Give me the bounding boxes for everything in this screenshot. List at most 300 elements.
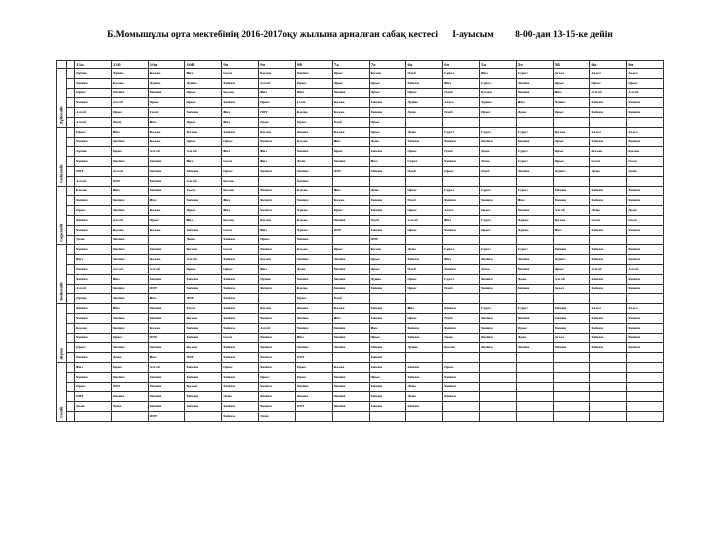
lesson-cell: Қазақ — [259, 255, 296, 265]
lesson-cell: Химия — [332, 215, 369, 225]
lesson-number-cell — [67, 206, 75, 216]
lesson-cell: Алгеб — [111, 98, 148, 108]
table-row — [57, 274, 664, 284]
lesson-cell: Алгеб — [75, 176, 112, 186]
lesson-cell: Дүние — [369, 274, 406, 284]
lesson-cell: Қазақ — [332, 127, 369, 137]
lesson-cell: Химия — [185, 274, 222, 284]
lesson-cell: Орыс — [111, 147, 148, 157]
lesson-cell — [406, 176, 443, 186]
lesson-cell: Орыс — [295, 294, 332, 304]
lesson-cell: Әдеб — [406, 166, 443, 176]
lesson-cell: Химия — [332, 157, 369, 167]
lesson-cell: Әдеб — [111, 117, 148, 127]
lesson-cell: Геом — [295, 98, 332, 108]
lesson-cell: Химия — [111, 294, 148, 304]
table-row — [57, 69, 664, 79]
lesson-cell: Орыс — [369, 255, 406, 265]
lesson-cell: Химия — [369, 284, 406, 294]
lesson-cell: Химия — [332, 88, 369, 98]
lesson-cell: Дене — [479, 157, 516, 167]
lesson-cell: Химия — [553, 304, 590, 314]
lesson-cell: Алгеб — [75, 117, 112, 127]
lesson-cell: Ағыл — [590, 127, 627, 137]
lesson-cell — [553, 402, 590, 412]
lesson-cell: Химия — [185, 362, 222, 372]
lesson-cell: Химия — [332, 382, 369, 392]
lesson-number-cell — [67, 392, 75, 402]
lesson-cell: Орыс — [332, 78, 369, 88]
lesson-cell: Химия — [148, 176, 185, 186]
table-row — [57, 88, 664, 98]
lesson-cell: Химия — [222, 78, 259, 88]
table-row — [57, 117, 664, 127]
lesson-cell — [479, 353, 516, 363]
lesson-number-cell — [67, 372, 75, 382]
lesson-cell: Химия — [185, 333, 222, 343]
lesson-cell: Қазақ — [111, 78, 148, 88]
lesson-cell: Қазақ — [222, 215, 259, 225]
lesson-cell: Химия — [479, 137, 516, 147]
lesson-cell: Химия — [627, 343, 664, 353]
lesson-cell: Алгеб — [148, 264, 185, 274]
lesson-cell: Әдеб — [332, 294, 369, 304]
lesson-cell: Орыс — [295, 117, 332, 127]
lesson-cell: Қазақ — [479, 88, 516, 98]
lesson-cell — [479, 362, 516, 372]
lesson-cell: Химия — [111, 255, 148, 265]
lesson-cell: Химия — [259, 166, 296, 176]
lesson-cell: Физ — [75, 255, 112, 265]
lesson-cell: Сурет — [443, 69, 480, 79]
lesson-cell: Дене — [516, 108, 553, 118]
lesson-cell: Дүние — [111, 69, 148, 79]
lesson-cell: Дене — [111, 402, 148, 412]
table-row — [57, 264, 664, 274]
lesson-cell: Алгеб — [111, 166, 148, 176]
table-row — [57, 353, 664, 363]
class-header: 11б — [111, 61, 148, 69]
lesson-cell: Физ — [443, 255, 480, 265]
day-label: Жұма — [57, 304, 67, 363]
lesson-cell: Химия — [222, 411, 259, 421]
table-row — [57, 294, 664, 304]
lesson-cell: Химия — [148, 166, 185, 176]
lesson-cell: Қазақ — [259, 304, 296, 314]
lesson-cell: ӘӘТ — [185, 294, 222, 304]
lesson-cell: Химия — [75, 333, 112, 343]
lesson-cell — [590, 362, 627, 372]
lesson-cell: Орыс — [406, 206, 443, 216]
lesson-cell: Физ — [148, 117, 185, 127]
lesson-cell: Химия — [590, 137, 627, 147]
lesson-cell: Қазақ — [148, 137, 185, 147]
lesson-cell: Геом — [185, 304, 222, 314]
header-row — [57, 61, 664, 69]
lesson-cell: Қазақ — [590, 147, 627, 157]
lesson-cell: Дүние — [406, 343, 443, 353]
lesson-cell: Қазақ — [332, 304, 369, 314]
lesson-cell: Химия — [111, 313, 148, 323]
lesson-cell: Әдеб — [332, 117, 369, 127]
lesson-cell: Химия — [479, 313, 516, 323]
table-row — [57, 196, 664, 206]
lesson-cell: ӘӘТ — [111, 176, 148, 186]
lesson-cell: Химия — [590, 313, 627, 323]
lesson-cell: Физ — [406, 304, 443, 314]
lesson-cell: ӘӘТ — [75, 392, 112, 402]
lesson-cell: Дүние — [75, 69, 112, 79]
lesson-cell — [295, 411, 332, 421]
lesson-cell: Орыс — [148, 98, 185, 108]
lesson-cell: Дене — [75, 402, 112, 412]
lesson-cell: Сурет — [516, 127, 553, 137]
lesson-cell: ӘӘТ — [332, 166, 369, 176]
lesson-number-cell — [67, 88, 75, 98]
lesson-cell: Алгеб — [75, 284, 112, 294]
lesson-cell: Физ — [222, 147, 259, 157]
lesson-cell: Орыс — [590, 78, 627, 88]
lesson-number-cell — [67, 117, 75, 127]
lesson-cell: Дене — [443, 333, 480, 343]
lesson-cell: Химия — [590, 274, 627, 284]
table-row — [57, 108, 664, 118]
lesson-cell: Химия — [222, 274, 259, 284]
lesson-cell: Геом — [222, 333, 259, 343]
lesson-cell: Орыс — [406, 186, 443, 196]
lesson-cell: Химия — [406, 402, 443, 412]
lesson-cell: Қазақ — [148, 323, 185, 333]
lesson-cell: Қазақ — [332, 98, 369, 108]
lesson-cell — [443, 353, 480, 363]
lesson-cell: Физ — [443, 215, 480, 225]
lesson-cell — [516, 392, 553, 402]
title-shift: I-ауысым — [452, 30, 494, 40]
lesson-cell: Химия — [590, 225, 627, 235]
lesson-cell: Орыс — [553, 108, 590, 118]
lesson-cell: Химия — [111, 392, 148, 402]
lesson-cell: Орыс — [75, 206, 112, 216]
lesson-cell: ӘӘТ — [111, 382, 148, 392]
table-row — [57, 78, 664, 88]
day-label: Сейсенбі — [57, 127, 67, 186]
lesson-cell — [406, 235, 443, 245]
corner-cell — [67, 61, 75, 69]
lesson-cell: ӘӘТ — [259, 108, 296, 118]
lesson-cell — [553, 382, 590, 392]
lesson-cell: Алгеб — [406, 215, 443, 225]
lesson-cell: Химия — [222, 255, 259, 265]
class-header: 5б — [553, 61, 590, 69]
lesson-cell: Химия — [369, 166, 406, 176]
lesson-cell: Орыс — [148, 215, 185, 225]
lesson-cell: Орыс — [406, 313, 443, 323]
lesson-cell: Геом — [185, 186, 222, 196]
lesson-cell: Химия — [406, 137, 443, 147]
lesson-cell: Химия — [332, 284, 369, 294]
lesson-cell: Дене — [590, 206, 627, 216]
lesson-cell — [590, 235, 627, 245]
lesson-cell: Физ — [185, 69, 222, 79]
lesson-cell: Химия — [259, 245, 296, 255]
lesson-cell: Алгеб — [590, 264, 627, 274]
lesson-cell — [516, 382, 553, 392]
lesson-cell: Химия — [516, 343, 553, 353]
lesson-number-cell — [67, 186, 75, 196]
lesson-cell: Химия — [443, 392, 480, 402]
lesson-cell: Сурет — [443, 245, 480, 255]
lesson-cell: Дүние — [185, 78, 222, 88]
lesson-cell — [75, 411, 112, 421]
lesson-cell: Химия — [222, 294, 259, 304]
lesson-cell: ӘӘТ — [295, 353, 332, 363]
lesson-cell: Химия — [222, 98, 259, 108]
lesson-cell: Ағыл — [627, 127, 664, 137]
lesson-cell: Орыс — [222, 264, 259, 274]
lesson-number-cell — [67, 166, 75, 176]
day-label: Сенбі — [57, 362, 67, 421]
lesson-cell: Орыс — [369, 88, 406, 98]
lesson-cell — [590, 392, 627, 402]
lesson-cell — [479, 382, 516, 392]
title-school: Б.Момышұлы орта мектебінің 2016-2017оқу жылына арналған сабақ кестесі — [107, 30, 439, 40]
lesson-cell: Химия — [406, 323, 443, 333]
lesson-cell: Химия — [222, 382, 259, 392]
table-row — [57, 215, 664, 225]
lesson-cell: Химия — [332, 372, 369, 382]
lesson-cell — [553, 411, 590, 421]
lesson-cell: Дене — [111, 353, 148, 363]
lesson-number-cell — [67, 382, 75, 392]
lesson-cell: Физ — [75, 362, 112, 372]
lesson-cell: Химия — [443, 372, 480, 382]
lesson-cell: Химия — [479, 323, 516, 333]
lesson-cell — [406, 294, 443, 304]
lesson-cell — [627, 117, 664, 127]
lesson-cell: Орыс — [332, 147, 369, 157]
lesson-cell: Орыс — [443, 362, 480, 372]
lesson-cell — [627, 382, 664, 392]
lesson-cell: Химия — [627, 137, 664, 147]
table-row — [57, 245, 664, 255]
lesson-cell: Қазақ — [222, 176, 259, 186]
lesson-cell: Әдеб — [369, 215, 406, 225]
lesson-cell: Дүние — [259, 274, 296, 284]
lesson-cell: Химия — [332, 323, 369, 333]
lesson-cell: Физ — [222, 206, 259, 216]
lesson-cell — [553, 362, 590, 372]
lesson-cell — [332, 353, 369, 363]
lesson-cell: Орыс — [259, 372, 296, 382]
lesson-cell: Геом — [590, 215, 627, 225]
lesson-cell: Дене — [259, 117, 296, 127]
lesson-cell: Дене — [185, 235, 222, 245]
lesson-number-cell — [67, 313, 75, 323]
lesson-cell: Химия — [295, 323, 332, 333]
lesson-cell: Химия — [627, 255, 664, 265]
lesson-cell — [590, 117, 627, 127]
lesson-cell: ӘӘТ — [185, 353, 222, 363]
lesson-cell: Химия — [590, 98, 627, 108]
lesson-number-cell — [67, 78, 75, 88]
lesson-cell — [516, 235, 553, 245]
lesson-cell: Химия — [259, 206, 296, 216]
lesson-cell: Химия — [295, 392, 332, 402]
lesson-cell: Қазақ — [148, 127, 185, 137]
lesson-cell: Химия — [369, 147, 406, 157]
lesson-number-cell — [67, 98, 75, 108]
lesson-cell: ӘӘТ — [295, 402, 332, 412]
lesson-cell: Химия — [75, 274, 112, 284]
lesson-cell: Орыс — [222, 362, 259, 372]
lesson-cell: Орыс — [516, 323, 553, 333]
lesson-cell: Химия — [627, 108, 664, 118]
lesson-cell: Орыс — [553, 157, 590, 167]
lesson-cell: Физ — [185, 215, 222, 225]
lesson-cell: Химия — [443, 264, 480, 274]
lesson-cell: Қазақ — [148, 206, 185, 216]
lesson-cell: Дүние — [406, 98, 443, 108]
lesson-cell: Алгеб — [111, 215, 148, 225]
table-row — [57, 382, 664, 392]
lesson-cell: Дене — [295, 157, 332, 167]
lesson-cell: Орыс — [369, 117, 406, 127]
lesson-cell: Алгеб — [627, 264, 664, 274]
lesson-cell: Қазақ — [553, 215, 590, 225]
lesson-cell: Дене — [479, 147, 516, 157]
lesson-cell: Химия — [479, 274, 516, 284]
lesson-cell: Орыс — [479, 225, 516, 235]
lesson-cell: Химия — [111, 206, 148, 216]
lesson-cell — [148, 235, 185, 245]
lesson-cell: Әдеб — [443, 284, 480, 294]
day-label: Сәрсенбі — [57, 186, 67, 245]
lesson-cell: Химия — [222, 304, 259, 314]
lesson-cell — [553, 235, 590, 245]
lesson-cell: Химия — [369, 353, 406, 363]
lesson-cell: Химия — [553, 245, 590, 255]
lesson-cell — [443, 176, 480, 186]
lesson-cell: Химия — [222, 372, 259, 382]
lesson-cell: Химия — [295, 127, 332, 137]
lesson-cell — [590, 372, 627, 382]
lesson-cell: Физ — [111, 127, 148, 137]
lesson-cell: Сурет — [479, 127, 516, 137]
lesson-cell: Химия — [259, 196, 296, 206]
lesson-cell — [443, 411, 480, 421]
class-header: 8ә — [627, 61, 664, 69]
lesson-cell: Химия — [148, 186, 185, 196]
lesson-number-cell — [67, 333, 75, 343]
lesson-cell: Сурет — [479, 215, 516, 225]
lesson-cell: Физ — [222, 108, 259, 118]
lesson-cell: Физ — [222, 117, 259, 127]
lesson-cell: Дене — [406, 392, 443, 402]
lesson-cell: Химия — [222, 323, 259, 333]
lesson-cell: Химия — [369, 313, 406, 323]
lesson-cell: Ағыл — [443, 98, 480, 108]
lesson-cell — [516, 294, 553, 304]
lesson-cell: Химия — [443, 382, 480, 392]
lesson-cell: Химия — [295, 304, 332, 314]
lesson-cell: Орыс — [185, 206, 222, 216]
lesson-cell: Химия — [479, 284, 516, 294]
lesson-cell: Сурет — [479, 186, 516, 196]
lesson-cell: Дүние — [516, 225, 553, 235]
lesson-cell: Химия — [185, 166, 222, 176]
lesson-cell — [479, 392, 516, 402]
lesson-cell: Химия — [590, 108, 627, 118]
lesson-cell: Орыс — [222, 166, 259, 176]
lesson-cell: Сурет — [479, 304, 516, 314]
lesson-cell: Химия — [148, 402, 185, 412]
lesson-cell: Химия — [259, 402, 296, 412]
lesson-cell: Химия — [75, 78, 112, 88]
lesson-cell: Орыс — [553, 147, 590, 157]
lesson-cell: Химия — [516, 137, 553, 147]
lesson-number-cell — [67, 411, 75, 421]
class-header: 7ә — [369, 61, 406, 69]
table-row — [57, 362, 664, 372]
lesson-cell: Химия — [75, 304, 112, 314]
lesson-cell — [590, 294, 627, 304]
lesson-cell: Химия — [259, 392, 296, 402]
lesson-cell: Химия — [369, 343, 406, 353]
lesson-cell: Химия — [406, 362, 443, 372]
lesson-cell: Химия — [553, 196, 590, 206]
lesson-cell: Химия — [75, 264, 112, 274]
lesson-cell — [627, 353, 664, 363]
lesson-cell: Қазақ — [111, 225, 148, 235]
lesson-number-cell — [67, 264, 75, 274]
lesson-cell: Сурет — [443, 274, 480, 284]
lesson-cell: Химия — [627, 333, 664, 343]
lesson-cell: Химия — [75, 372, 112, 382]
lesson-cell: Физ — [259, 225, 296, 235]
lesson-cell: Химия — [516, 284, 553, 294]
lesson-cell: Химия — [185, 196, 222, 206]
lesson-cell: Химия — [259, 353, 296, 363]
title-time: 8-00-дан 13-15-ке дейін — [515, 30, 613, 40]
lesson-cell: ӘӘТ — [332, 225, 369, 235]
lesson-cell: Геом — [222, 157, 259, 167]
lesson-cell: Орыс — [75, 343, 112, 353]
lesson-cell: Әдеб — [443, 313, 480, 323]
lesson-number-cell — [67, 147, 75, 157]
lesson-cell: Химия — [369, 304, 406, 314]
lesson-cell — [479, 117, 516, 127]
lesson-cell: Қазақ — [295, 137, 332, 147]
lesson-cell: Химия — [185, 323, 222, 333]
lesson-cell — [479, 402, 516, 412]
lesson-cell: Дүние — [553, 98, 590, 108]
lesson-cell: Дене — [75, 235, 112, 245]
lesson-cell: Химия — [369, 402, 406, 412]
lesson-number-cell — [67, 255, 75, 265]
class-header: 6ә — [443, 61, 480, 69]
lesson-cell: Сурет — [516, 147, 553, 157]
lesson-cell: Химия — [479, 196, 516, 206]
lesson-cell: Химия — [295, 343, 332, 353]
lesson-cell: Химия — [75, 225, 112, 235]
day-label: Бейсенбі — [57, 245, 67, 304]
lesson-cell: Физ — [295, 88, 332, 98]
table-row — [57, 372, 664, 382]
lesson-cell: Химия — [369, 98, 406, 108]
lesson-cell: Дене — [259, 411, 296, 421]
lesson-cell: Дене — [516, 333, 553, 343]
lesson-cell — [443, 117, 480, 127]
